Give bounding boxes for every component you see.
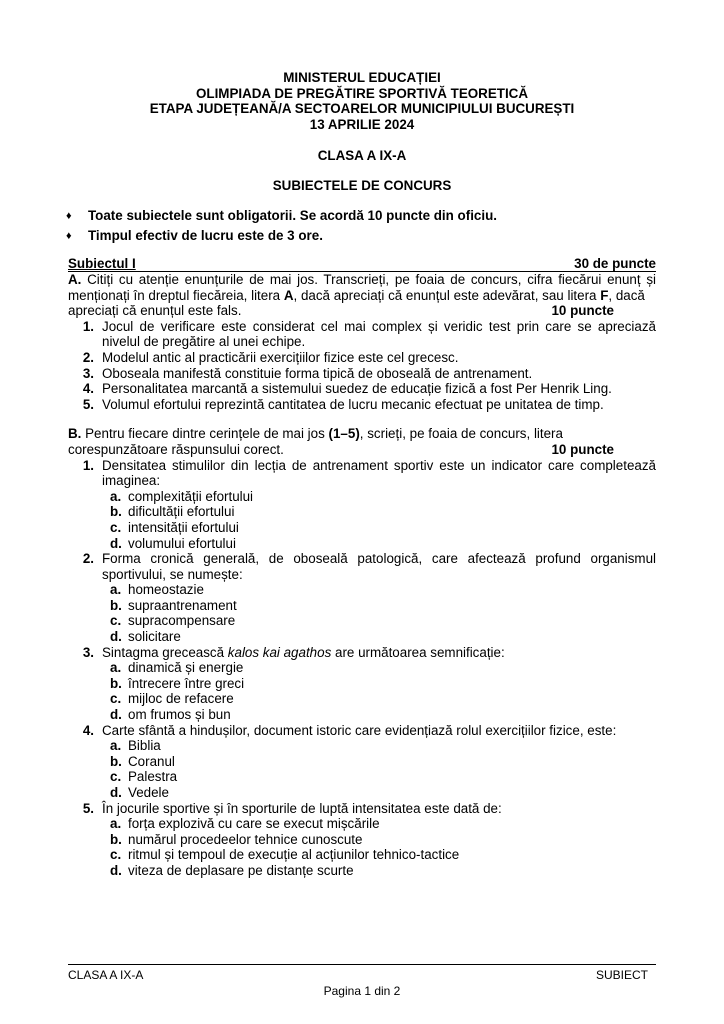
exam-date: 13 APRILIE 2024 (309, 116, 415, 132)
section-points: 30 de puncte (574, 256, 656, 271)
part-b-points: 10 puncte (551, 441, 614, 457)
footer-divider (68, 964, 656, 965)
footer-class: CLASA A IX-A (68, 968, 144, 982)
answer-option: a. dinamică și energie (110, 660, 244, 676)
class-title: CLASA A IX-A (317, 148, 407, 163)
answer-option: b. numărul procedeelor tehnice cunoscute (110, 831, 363, 847)
section-heading (68, 256, 656, 272)
question-item: 3. Sintagma grecească kalos kai agathos are următoarea semnificație: (82, 644, 505, 660)
answer-option: d. viteza de deplasare pe distanțe scurte (110, 862, 354, 878)
section-1 (68, 256, 656, 879)
document-header (0, 70, 724, 132)
stage-title: ETAPA JUDEȚEANĂ/A SECTOARELOR MUNICIPIULUI BUCUREȘTI (149, 101, 575, 117)
answer-option: a. forța explozivă cu care se execut mișcările (110, 816, 380, 832)
diamond-bullet-icon: ♦ (66, 230, 72, 242)
ministry-title: MINISTERUL EDUCAȚIEI (283, 70, 441, 85)
question-item: 2. Forma cronică generală, de oboseală patologică, care afectează profund organismul sportivului, se numește: (82, 551, 656, 582)
answer-option: b. Coranul (110, 753, 175, 769)
rules-list (66, 208, 666, 248)
answer-option: c. ritmul și tempoul de execuție al acțiunilor tehnico-tactice (110, 847, 460, 863)
page-number: Pagina 1 din 2 (323, 984, 401, 998)
rule-item: ♦ Timpul efectiv de lucru este de 3 ore. (66, 228, 323, 243)
answer-option: b. supraantrenament (110, 597, 237, 613)
list-item: 2. Modelul antic al practicării exercițiilor fizice este cel grecesc. (82, 349, 459, 365)
diamond-bullet-icon: ♦ (66, 210, 72, 222)
subjects-title: SUBIECTELE DE CONCURS (272, 178, 452, 193)
question-item: 1. Densitatea stimulilor din lecția de antrenament sportiv este un indicator care completează imaginea: (82, 457, 656, 489)
part-b-instructions: B. Pentru fiecare dintre cerințele de mai jos (1–5), scrieți, pe foaia de concurs, litera (68, 426, 563, 442)
answer-option: c. mijloc de refacere (110, 691, 234, 707)
rule-item: ♦ Toate subiectele sunt obligatorii. Se acordă 10 puncte din oficiu. (66, 208, 497, 223)
answer-option: d. solicitare (110, 629, 181, 645)
part-a-instructions: A. Citiți cu atenție enunțurile de mai jos. Transcrieți, pe foaia de concurs, cifra fiecărui enunț și menționați în dreptul fiecăreia, litera A, dacă apreciați că enunțul este adevărat, sau litera F, dacă (68, 272, 656, 303)
answer-option: a. Biblia (110, 738, 161, 754)
answer-option: a. complexității efortului (110, 488, 254, 504)
list-item: 5. Volumul efortului reprezintă cantitatea de lucru mecanic efectuat pe unitatea de timp. (82, 396, 604, 412)
answer-option: a. homeostazie (110, 582, 204, 598)
answer-option: c. Palestra (110, 769, 178, 785)
section-title: Subiectul I (68, 256, 136, 271)
olympiad-title: OLIMPIADA DE PREGĂTIRE SPORTIVĂ TEORETICĂ (195, 85, 529, 101)
list-item: 4. Personalitatea marcantă a sistemului suedez de educație fizică a fost Per Henrik Ling. (82, 381, 612, 397)
question-item: 4. Carte sfântă a hindușilor, document istoric care evidențiază rolul exercițiilor fizice, este: (82, 722, 617, 738)
answer-option: d. om frumos și bun (110, 707, 231, 723)
answer-option: b. întrecere între greci (110, 675, 245, 691)
part-a-statements (68, 319, 656, 413)
answer-option: b. dificultății efortului (110, 504, 235, 520)
part-b-last-line: corespunzătoare răspunsului corect. 10 puncte (68, 442, 656, 458)
list-item: 3. Oboseala manifestă constituie forma tipică de oboseală de antrenament. (82, 365, 533, 381)
list-item: 1. Jocul de verificare este considerat cel mai complex și veridic test prin care se apreciază nivelul de pregătire al unei echipe. (82, 318, 656, 350)
answer-option: c. intensității efortului (110, 519, 239, 535)
part-a-points: 10 puncte (551, 303, 614, 319)
question-item: 5. În jocurile sportive și în sporturile de luptă intensitatea este dată de: (82, 800, 502, 816)
answer-option: d. Vedele (110, 785, 169, 800)
answer-option: d. volumului efortului (110, 535, 236, 551)
footer-label: SUBIECT (595, 968, 648, 982)
page-footer (68, 968, 648, 984)
answer-option: c. supracompensare (110, 613, 236, 629)
part-a-last-line: apreciați că enunțul este fals. 10 puncte (68, 303, 656, 319)
